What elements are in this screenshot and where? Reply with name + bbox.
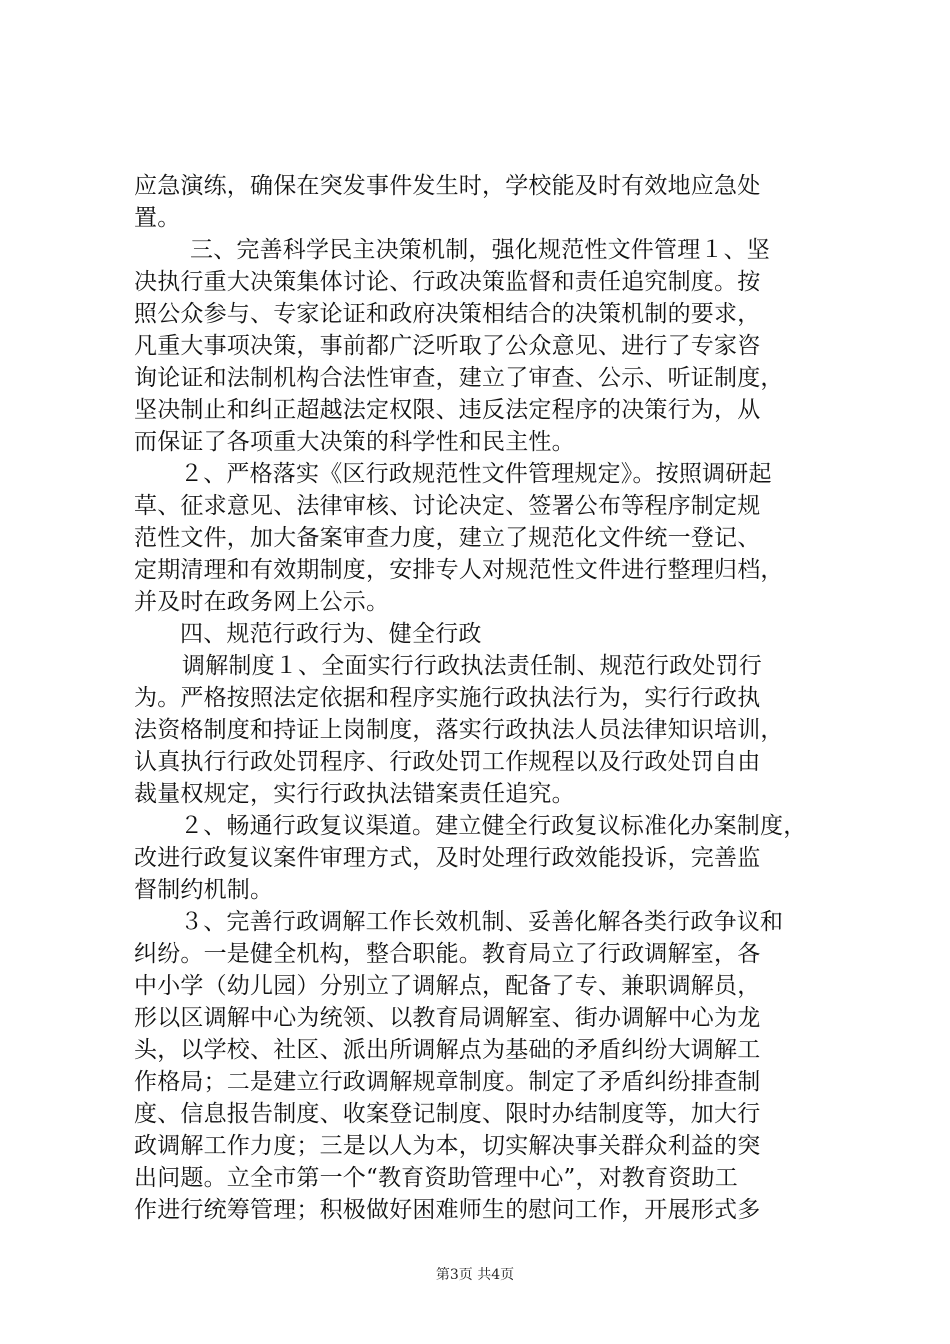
text-line: 凡重大事项决策，事前都广泛听取了公众意见、进行了专家咨 (134, 333, 761, 359)
text-line: 并及时在政务网上公示。 (134, 589, 390, 615)
section-heading-3: 三、完善科学民主决策机制，强化规范性文件管理１、坚 (190, 237, 770, 263)
text-line: 出问题。立全市第一个“教育资助管理中心”，对教育资助工 (134, 1165, 738, 1191)
text-line: 定期清理和有效期制度，安排专人对规范性文件进行整理归档， (134, 557, 784, 583)
text-line: 认真执行行政处罚程序、行政处罚工作规程以及行政处罚自由 (134, 749, 761, 775)
body-text (134, 170, 834, 1226)
text-line: 裁量权规定，实行行政执法错案责任追究。 (134, 781, 575, 807)
text-line: 督制约机制。 (134, 877, 274, 903)
text-line: 作格局；二是建立行政调解规章制度。制定了矛盾纠纷排查制 (134, 1069, 761, 1095)
paragraph-start: ２、畅通行政复议渠道。建立健全行政复议标准化办案制度， (180, 813, 807, 839)
text-line: 为。严格按照法定依据和程序实施行政执法行为，实行行政执 (134, 685, 761, 711)
text-line: 纠纷。一是健全机构，整合职能。教育局立了行政调解室，各 (134, 941, 761, 967)
text-line: 决执行重大决策集体讨论、行政决策监督和责任追究制度。按 (134, 269, 761, 295)
text-line: 作进行统筹管理；积极做好困难师生的慰问工作，开展形式多 (134, 1197, 761, 1223)
text-line: 形以区调解中心为统领、以教育局调解室、街办调解中心为龙 (134, 1005, 761, 1031)
text-line: 中小学（幼儿园）分别立了调解点，配备了专、兼职调解员， (134, 973, 761, 999)
text-line: 政调解工作力度；三是以人为本，切实解决事关群众利益的突 (134, 1133, 761, 1159)
text-line: 改进行政复议案件审理方式，及时处理行政效能投诉，完善监 (134, 845, 761, 871)
text-line: 度、信息报告制度、收案登记制度、限时办结制度等，加大行 (134, 1101, 761, 1127)
text-line: 应急演练，确保在突发事件发生时，学校能及时有效地应急处 (134, 173, 761, 199)
page-number-footer: 第3页 共4页 (435, 1267, 515, 1283)
section-heading-4: 四、规范行政行为、健全行政 (180, 621, 482, 647)
text-line: 置。 (134, 205, 181, 231)
paragraph-start: ３、完善行政调解工作长效机制、妥善化解各类行政争议和 (180, 909, 784, 935)
text-line: 法资格制度和持证上岗制度，落实行政执法人员法律知识培训， (134, 717, 784, 743)
text-line: 头，以学校、社区、派出所调解点为基础的矛盾纠纷大调解工 (134, 1037, 761, 1063)
paragraph-start: ２、严格落实《区行政规范性文件管理规定》。按照调研起 (180, 461, 772, 487)
text-line: 坚决制止和纠正超越法定权限、违反法定程序的决策行为，从 (134, 397, 761, 423)
paragraph-start: 调解制度１、全面实行行政执法责任制、规范行政处罚行 (182, 653, 762, 679)
text-line: 照公众参与、专家论证和政府决策相结合的决策机制的要求， (134, 301, 761, 327)
text-line: 范性文件，加大备案审查力度，建立了规范化文件统一登记、 (134, 525, 761, 551)
text-line: 而保证了各项重大决策的科学性和民主性。 (134, 429, 575, 455)
text-line: 询论证和法制机构合法性审查，建立了审查、公示、听证制度， (134, 365, 784, 391)
text-line: 草、征求意见、法律审核、讨论决定、签署公布等程序制定规 (134, 493, 761, 519)
